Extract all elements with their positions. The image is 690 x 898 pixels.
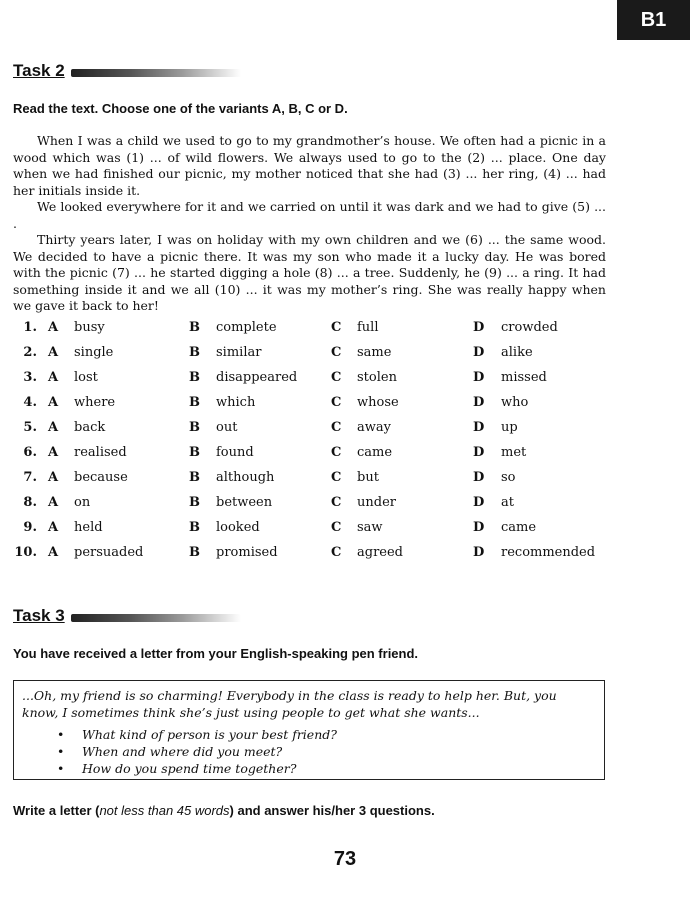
option-d: who <box>501 395 529 410</box>
option-row <box>13 345 613 370</box>
task3-title: Task 3 <box>13 606 65 625</box>
item-number: 7. <box>23 470 37 485</box>
letter-c: C <box>331 520 342 535</box>
option-c: under <box>357 495 396 510</box>
option-b: found <box>216 445 254 460</box>
letter-b: B <box>189 445 200 460</box>
question-item <box>22 760 596 777</box>
option-row <box>13 470 613 495</box>
letter-b: B <box>189 420 200 435</box>
letter-c: C <box>331 545 342 560</box>
option-c: whose <box>357 395 399 410</box>
option-c: full <box>357 320 379 335</box>
option-row <box>13 495 613 520</box>
option-row <box>13 445 613 470</box>
question-text: How do you spend time together? <box>82 761 297 776</box>
option-c: but <box>357 470 379 485</box>
letter-a: A <box>48 320 59 335</box>
option-c: same <box>357 345 392 360</box>
options-table <box>13 320 613 570</box>
question-text: What kind of person is your best friend? <box>82 727 337 742</box>
item-number: 5. <box>23 420 37 435</box>
option-d: came <box>501 520 537 535</box>
header-stripe <box>71 69 241 77</box>
bullet-icon: • <box>57 727 65 742</box>
word-limit: not less than 45 words <box>99 803 230 818</box>
task2-instruction: Read the text. Choose one of the variants A, B, C or D. <box>13 101 348 116</box>
letter-c: C <box>331 395 342 410</box>
task2-header <box>13 61 243 83</box>
option-d: alike <box>501 345 533 360</box>
task2-title: Task 2 <box>13 61 65 80</box>
level-badge: B1 <box>617 0 690 40</box>
letter-box <box>13 680 605 780</box>
option-b: between <box>216 495 273 510</box>
option-b: which <box>216 395 256 410</box>
option-d: so <box>501 470 516 485</box>
letter-d: D <box>473 420 485 435</box>
item-number: 3. <box>23 370 37 385</box>
option-c: came <box>357 445 393 460</box>
option-c: agreed <box>357 545 403 560</box>
letter-d: D <box>473 545 485 560</box>
option-b: although <box>216 470 275 485</box>
option-a: persuaded <box>74 545 144 560</box>
option-b: promised <box>216 545 278 560</box>
page-number: 73 <box>333 848 357 870</box>
letter-c: C <box>331 495 342 510</box>
letter-d: D <box>473 520 485 535</box>
letter-b: B <box>189 520 200 535</box>
task3-header <box>13 606 243 628</box>
paragraph: When I was a child we used to go to my grandmother’s house. We often had a picnic in a wood which was (1) ... of wild flowers. We always used to go to the (2) ... place. One day when we had finished our picnic, my mother noticed that she had (3) ... her ring, (4) ... had her initials inside it. <box>13 133 606 198</box>
letter-b: B <box>189 370 200 385</box>
option-d: missed <box>501 370 547 385</box>
question-list <box>22 726 596 777</box>
option-b: complete <box>216 320 277 335</box>
option-b: out <box>216 420 238 435</box>
letter-c: C <box>331 370 342 385</box>
option-a: where <box>74 395 116 410</box>
paragraph: Thirty years later, I was on holiday with my own children and we (6) ... the same wood. We decided to have a picnic there. It was my son who made it a lucky day. He was bored with the picnic (7) ... he started digging a hole (8) ... a tree. Suddenly, he (9) ... a ring. It had something inside it and we all (10) ... it was my mother’s ring. She was really happy when we gave it back to her! <box>13 232 606 313</box>
task2-text <box>13 133 606 315</box>
item-number: 10. <box>14 545 37 560</box>
letter-a: A <box>48 520 59 535</box>
option-a: single <box>74 345 114 360</box>
option-c: saw <box>357 520 383 535</box>
option-row <box>13 395 613 420</box>
letter-b: B <box>189 470 200 485</box>
letter-b: B <box>189 320 200 335</box>
item-number: 6. <box>23 445 37 460</box>
item-number: 9. <box>23 520 37 535</box>
option-a: realised <box>74 445 127 460</box>
letter-a: A <box>48 420 59 435</box>
item-number: 2. <box>23 345 37 360</box>
item-number: 8. <box>23 495 37 510</box>
question-text: When and where did you meet? <box>82 744 283 759</box>
option-c: away <box>357 420 391 435</box>
letter-c: C <box>331 445 342 460</box>
letter-d: D <box>473 395 485 410</box>
question-item <box>22 743 596 760</box>
letter-a: A <box>48 370 59 385</box>
letter-a: A <box>48 495 59 510</box>
letter-c: C <box>331 470 342 485</box>
option-a: because <box>74 470 128 485</box>
bullet-icon: • <box>57 744 65 759</box>
letter-d: D <box>473 495 485 510</box>
option-row <box>13 320 613 345</box>
option-d: met <box>501 445 527 460</box>
option-b: looked <box>216 520 260 535</box>
option-b: disappeared <box>216 370 298 385</box>
option-a: held <box>74 520 103 535</box>
option-row <box>13 545 613 570</box>
option-row <box>13 370 613 395</box>
item-number: 1. <box>23 320 37 335</box>
letter-a: A <box>48 395 59 410</box>
letter-b: B <box>189 545 200 560</box>
option-row <box>13 420 613 445</box>
paragraph: We looked everywhere for it and we carried on until it was dark and we had to give (5) ... . <box>13 199 606 231</box>
bullet-icon: • <box>57 761 65 776</box>
letter-b: B <box>189 395 200 410</box>
writing-instruction <box>13 803 435 818</box>
option-b: similar <box>216 345 262 360</box>
option-a: lost <box>74 370 98 385</box>
letter-a: A <box>48 445 59 460</box>
option-a: busy <box>74 320 105 335</box>
letter-d: D <box>473 345 485 360</box>
option-row <box>13 520 613 545</box>
letter-c: C <box>331 420 342 435</box>
letter-d: D <box>473 370 485 385</box>
item-number: 4. <box>23 395 37 410</box>
option-a: back <box>74 420 106 435</box>
letter-d: D <box>473 445 485 460</box>
write-suffix: ) and answer his/her 3 questions. <box>229 803 435 818</box>
letter-b: B <box>189 345 200 360</box>
write-prefix: Write a letter ( <box>13 803 100 818</box>
letter-a: A <box>48 345 59 360</box>
option-d: crowded <box>501 320 558 335</box>
letter-c: C <box>331 320 342 335</box>
question-item <box>22 726 596 743</box>
letter-a: A <box>48 470 59 485</box>
task3-instruction: You have received a letter from your English-speaking pen friend. <box>13 646 419 661</box>
letter-d: D <box>473 470 485 485</box>
header-stripe <box>71 614 241 622</box>
option-d: recommended <box>501 545 596 560</box>
letter-a: A <box>48 545 59 560</box>
option-c: stolen <box>357 370 397 385</box>
option-a: on <box>74 495 91 510</box>
option-d: at <box>501 495 514 510</box>
letter-d: D <box>473 320 485 335</box>
letter-text: ...Oh, my friend is so charming! Everybody in the class is ready to help her. But, you know, I sometimes think she’s just using people to get what she wants... <box>22 688 557 720</box>
letter-c: C <box>331 345 342 360</box>
letter-b: B <box>189 495 200 510</box>
option-d: up <box>501 420 518 435</box>
